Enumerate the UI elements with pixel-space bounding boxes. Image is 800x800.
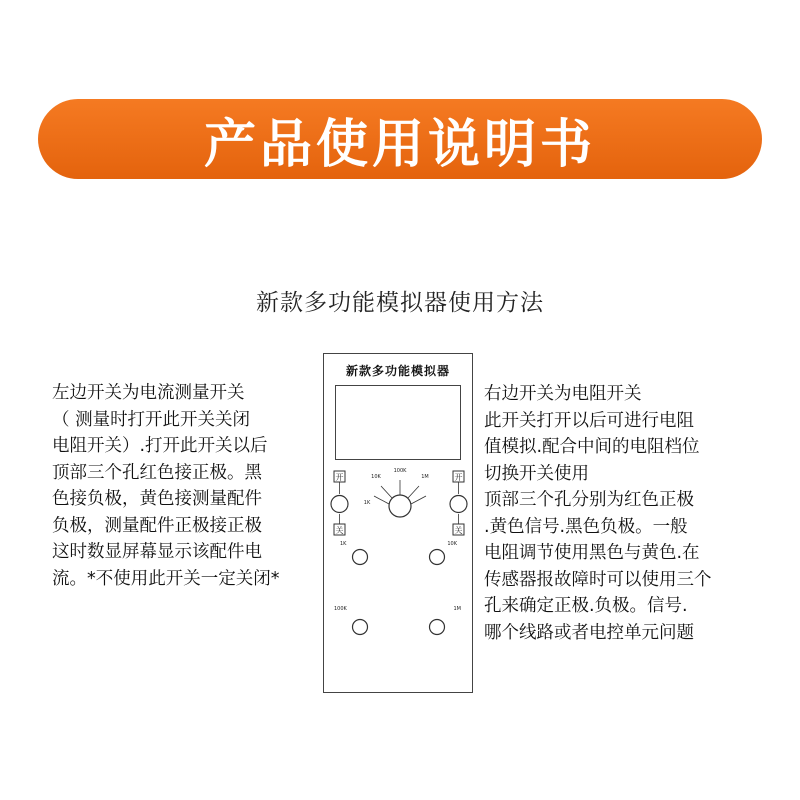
right-line: .黄色信号.黑色负极。一般	[484, 516, 688, 537]
subtitle: 新款多功能模拟器使用方法	[256, 290, 544, 316]
port-hole	[430, 550, 445, 565]
right-line: 顶部三个孔分别为红色正极	[484, 490, 694, 510]
right-line: 切换开关使用	[484, 463, 589, 484]
right-line: 电阻调节使用黑色与黄色.在	[484, 543, 700, 563]
port-label: 1M	[453, 606, 461, 612]
left-line: 这时数显屏幕显示该配件电	[52, 542, 262, 562]
dial-tick	[411, 496, 426, 504]
left-current-switch	[331, 471, 348, 535]
dial-tick	[408, 486, 419, 498]
dial-tick	[381, 486, 392, 498]
port-hole	[353, 620, 368, 635]
test-ports	[334, 541, 461, 635]
dial-knob	[389, 495, 411, 517]
right-line: 值模拟.配合中间的电阻档位	[484, 437, 700, 457]
device-controls	[324, 354, 474, 694]
left-line: 电阻开关）.打开此开关以后	[52, 436, 268, 456]
left-line: 顶部三个孔红色接正极。黑	[52, 462, 262, 483]
left-line: 色接负极，黄色接测量配件	[52, 489, 262, 509]
port-hole	[430, 620, 445, 635]
resistance-range-dial	[364, 468, 429, 517]
device-title: 新款多功能模拟器	[345, 364, 450, 378]
banner-title: 产品使用说明书	[203, 114, 596, 175]
left-line: 流。*不使用此开关一定关闭*	[52, 568, 280, 589]
port-label: 100K	[334, 606, 347, 612]
left-switch-knob	[331, 496, 348, 513]
left-line: （ 测量时打开此开关关闭	[52, 409, 251, 430]
right-switch-on-label: 开	[454, 473, 463, 482]
right-switch-off-label: 关	[454, 526, 463, 535]
right-line: 传感器报故障时可以使用三个	[484, 569, 712, 590]
left-switch-on-label: 开	[335, 473, 344, 482]
title-banner	[38, 99, 762, 179]
left-line: 负极，测量配件正极接正极	[52, 515, 262, 536]
port-label: 1K	[340, 541, 347, 547]
right-line: 哪个线路或者电控单元问题	[484, 622, 694, 643]
simulator-diagram	[323, 353, 473, 693]
right-resistance-switch	[450, 471, 467, 535]
port-hole	[353, 550, 368, 565]
dial-label-left: 10K	[371, 474, 381, 480]
right-line: 右边开关为电阻开关	[484, 384, 642, 404]
dial-label-lower-left: 1K	[363, 500, 371, 506]
left-description	[52, 380, 322, 592]
dial-label-right: 1M	[421, 474, 429, 480]
dial-tick	[374, 496, 389, 504]
left-switch-off-label: 关	[335, 526, 344, 535]
right-switch-knob	[450, 496, 467, 513]
right-description	[484, 381, 759, 646]
dial-label-top: 100K	[393, 468, 407, 474]
right-line: 孔来确定正极.负极。信号.	[484, 596, 688, 616]
port-label: 10K	[447, 541, 457, 547]
left-line: 左边开关为电流测量开关	[52, 383, 245, 403]
right-line: 此开关打开以后可进行电阻	[484, 410, 694, 431]
